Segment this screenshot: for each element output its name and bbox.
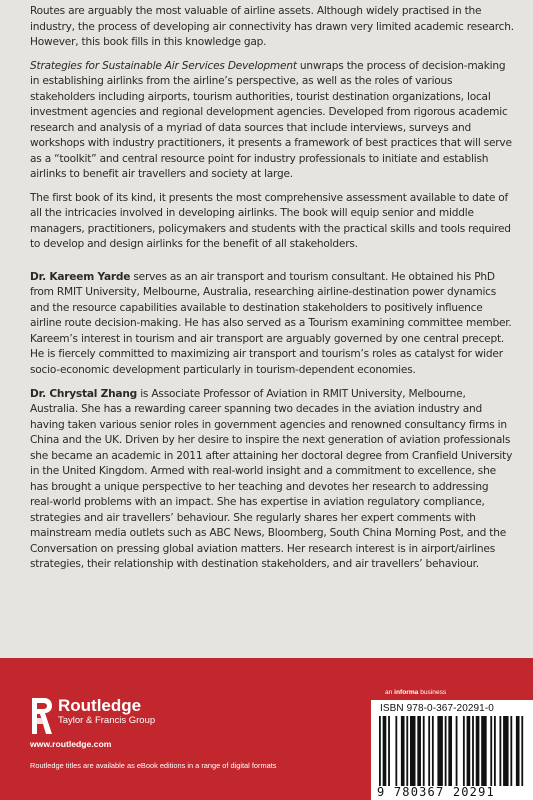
barcode-bar (490, 716, 492, 786)
barcode-bar (406, 716, 408, 786)
barcode-bar (476, 716, 480, 786)
barcode-bar (472, 716, 474, 786)
barcode-bar (432, 716, 434, 786)
barcode-bar (463, 716, 465, 786)
barcode-bar (437, 716, 442, 786)
barcode-bar (423, 716, 425, 786)
author-bio-1 (30, 270, 514, 379)
barcode-bar (401, 716, 405, 786)
barcode-digits: 9 780367 20291 (377, 785, 495, 799)
barcode-bar (388, 716, 390, 786)
barcode-bar (499, 716, 501, 786)
barcode-icon (377, 716, 527, 786)
barcode-bar (510, 716, 512, 786)
barcode-bar (379, 716, 381, 786)
barcode-bar (467, 716, 471, 786)
author-bio-2 (30, 387, 514, 573)
barcode-bar (428, 716, 430, 786)
informa-prefix: an (385, 689, 395, 696)
publisher-logo (30, 696, 155, 736)
barcode-bar (521, 716, 523, 786)
publisher-name: Routledge (58, 696, 142, 715)
book-title: Strategies for Sustainable Air Services Development (30, 59, 297, 72)
barcode-bar (410, 716, 415, 786)
publisher-url[interactable]: www.routledge.com (30, 739, 112, 749)
barcode-bar (516, 716, 520, 786)
publisher-name-block (58, 696, 155, 726)
author-bio-text-1: serves as an air transport and tourism consultant. He obtained his PhD from RMIT University, Melbourne, Australia, researching airline-destination power dynamics and the resource capabilities available to destination stakeholders to positively influence airline route decision-making. He has also served as a Tourism examining committee member. Kareem’s interest in tourism and air transport are arguably governed by one central precept. He is fiercely committed to maximizing air transport and tourism’s roles as catalyst for wider socio-economic development particularly in tourism-dependent economies. (30, 270, 512, 376)
blurb-text-area (30, 4, 514, 581)
barcode-bar (494, 716, 496, 786)
informa-brand: informa (394, 689, 419, 696)
description-paragraph-1: Routes are arguably the most valuable of airline assets. Although widely practised in the industry, the process of developing air connectivity has drawn very limited academic research. However, this book fills in this knowledge gap. (30, 5, 514, 48)
barcode-bar (417, 716, 421, 786)
barcode-bar (456, 716, 458, 786)
description-paragraph-3: The first book of its kind, it presents the most comprehensive assessment available to date of all the intricacies involved in developing airlinks. The book will equip senior and middle managers, practitioners, policymakers and students with the practical skills and tools required to develop and design airlinks for the benefit of all stakeholders. (30, 191, 511, 251)
author-name-2: Dr. Chrystal Zhang (30, 387, 138, 400)
publisher-group: Taylor & Francis Group (58, 715, 156, 726)
barcode-bar (503, 716, 508, 786)
barcode-bar (481, 716, 486, 786)
barcode-bar (448, 716, 452, 786)
barcode-bar (395, 716, 397, 786)
author-name-1: Dr. Kareem Yarde (30, 270, 131, 283)
author-bio-text-2: is Associate Professor of Aviation in RMIT University, Melbourne, Australia. She has a rewarding career spanning two decades in the aviation industry and having taken various senior roles in government agencies and renowned consultancy firms in China and the UK. Driven by her desire to inspire the next generation of aviation professionals she became an academic in 2011 after attaining her doctoral degree from Cranfield University in the United Kingdom. Armed with real-world insight and a commitment to excellence, she has brought a unique perspective to her teaching and devotes her research to addressing real-world problems with an impact. She has expertise in aviation regulatory compliance, strategies and air travellers’ behaviour. She regularly shares her expert comments with mainstream media outlets such as ABC News, Bloomberg, South China Morning Post, and the Conversation on pressing global aviation matters. Her research interest is in airport/airlines strategies, their relationship with destination stakeholders, and air travellers’ behaviour. (30, 387, 513, 571)
publisher-footer (0, 658, 533, 800)
isbn-barcode-box (371, 700, 533, 800)
description-paragraph-2-text: unwraps the process of decision-making in establishing airlinks from the airline’s perspective, as well as the roles of various stakeholders including airports, tourism authorities, tourist destination organizations, local investment agencies and regional development agencies. Developed from rigorous academic research and analysis of a myriad of data sources that include interviews, surveys and workshops with industry practitioners, it presents a framework of best practices that will serve as a “toolkit” and central resource point for industry professionals to initiate and establish airlinks to benefit air travellers and society at large. (30, 59, 512, 181)
barcode-bar (445, 716, 447, 786)
routledge-logo-icon (30, 696, 54, 736)
description-paragraph-2 (30, 59, 514, 183)
informa-business-label (385, 689, 446, 696)
barcode-bar (383, 716, 387, 786)
isbn-number: ISBN 978-0-367-20291-0 (380, 703, 494, 714)
ebook-note: Routledge titles are available as eBook editions in a range of digital formats (30, 761, 277, 770)
informa-suffix: business (418, 689, 447, 696)
